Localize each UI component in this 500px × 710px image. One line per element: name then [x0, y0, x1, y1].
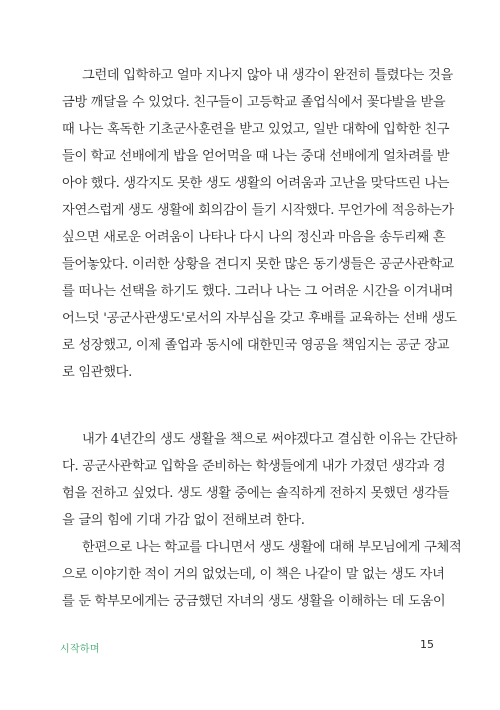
page-number: 15	[420, 638, 434, 651]
running-footer-section: 시작하며	[60, 644, 100, 655]
paragraph-1-line: 아야 했다. 생각지도 못한 생도 생활의 어려움과 고난을 맞닥뜨린 나는	[62, 176, 450, 191]
paragraph-2-line: 다. 공군사관학교 입학을 준비하는 학생들에게 내가 가졌던 생각과 경	[62, 459, 446, 474]
paragraph-1-line: 들어놓았다. 이러한 상황을 견디지 못한 많은 동기생들은 공군사관학교	[62, 257, 454, 272]
paragraph-1-line: 로 성장했고, 이제 졸업과 동시에 대한민국 영공을 책임지는 공군 장교	[62, 338, 450, 353]
paragraph-1-line: 때 나는 혹독한 기초군사훈련을 받고 있었고, 일반 대학에 입학한 친구	[62, 122, 450, 137]
paragraph-3-line: 한편으로 나는 학교를 다니면서 생도 생활에 대해 부모님에게 구체적	[82, 540, 462, 555]
paragraph-2-line: 험을 전하고 싶었다. 생도 생활 중에는 솔직하게 전하지 못했던 생각들	[62, 486, 450, 501]
paragraph-2-line: 내가 4년간의 생도 생활을 책으로 써야겠다고 결심한 이유는 간단하	[82, 432, 458, 447]
paragraph-1-line: 어느덧 '공군사관생도'로서의 자부심을 갖고 후배를 교육하는 선배 생도	[62, 311, 457, 326]
paragraph-3-line: 를 둔 학부모에게는 궁금했던 자녀의 생도 생활을 이해하는 데 도움이	[62, 594, 446, 609]
body-text-lower	[62, 426, 462, 615]
paragraph-1-line: 를 떠나는 선택을 하기도 했다. 그러나 나는 그 어려운 시간을 이겨내며	[62, 284, 454, 299]
paragraph-1-line: 금방 깨달을 수 있었다. 친구들이 고등학교 졸업식에서 꽃다발을 받을	[62, 95, 446, 110]
paragraph-2-line: 을 글의 힘에 기대 가감 없이 전해보려 한다.	[62, 513, 305, 528]
paragraph-3-line: 으로 이야기한 적이 거의 없었는데, 이 책은 나같이 말 없는 생도 자녀	[62, 567, 445, 582]
paragraph-1-line: 들이 학교 선배에게 밥을 얻어먹을 때 나는 중대 선배에게 얼차려를 받	[62, 149, 450, 164]
paragraph-1-line: 자연스럽게 생도 생활에 회의감이 들기 시작했다. 무언가에 적응하는가	[62, 203, 454, 218]
paragraph-1-line: 그런데 입학하고 얼마 지나지 않아 내 생각이 완전히 틀렸다는 것을	[82, 68, 453, 83]
paragraph-1-line: 로 임관했다.	[62, 365, 132, 380]
body-text-upper	[62, 62, 457, 386]
paragraph-1-line: 싶으면 새로운 어려움이 나타나 다시 나의 정신과 마음을 송두리째 흔	[62, 230, 446, 245]
